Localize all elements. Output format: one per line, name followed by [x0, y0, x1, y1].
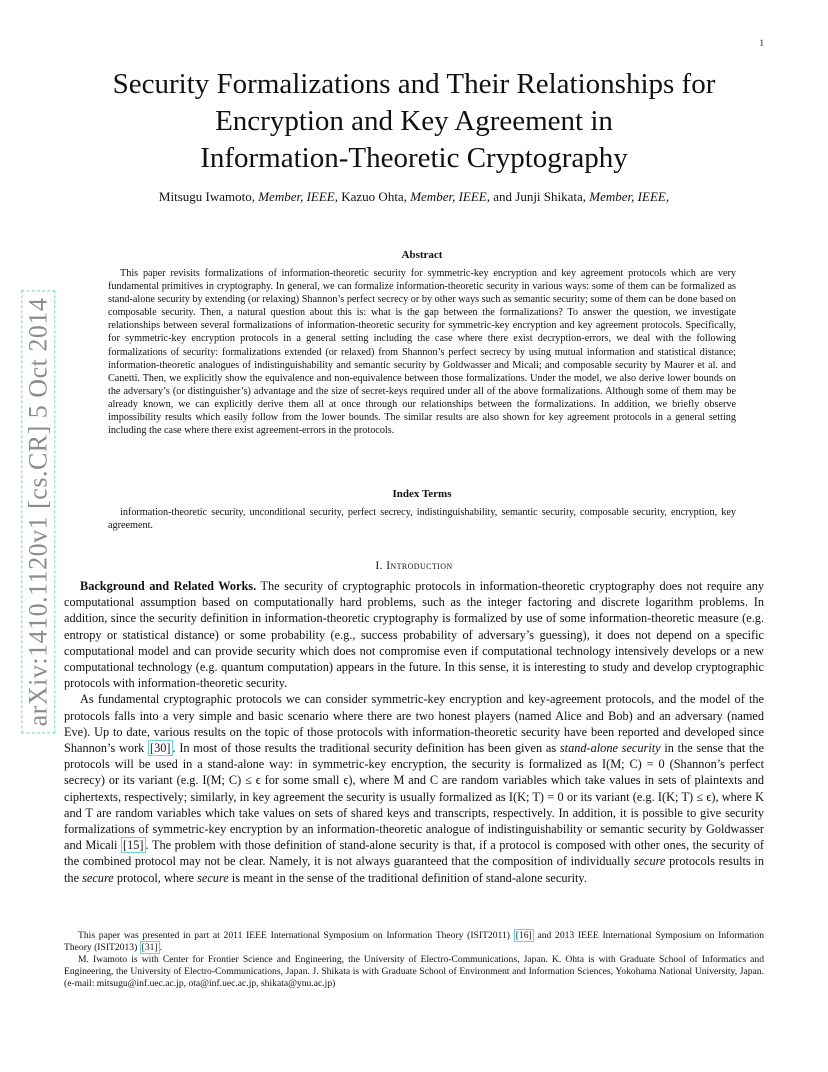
index-terms-text: information-theoretic security, unconditional security, perfect secrecy, indistinguishability, semantic security, composable security, encryption, key agreement.: [108, 507, 736, 532]
author-list: [58, 189, 770, 205]
footnote-text: .: [159, 942, 163, 953]
arxiv-identifier-link[interactable]: arXiv:1410.1120v1 [cs.CR] 5 Oct 2014: [21, 291, 55, 734]
footnote-presentation: [64, 930, 764, 954]
page-number: 1: [759, 38, 764, 48]
author-conjunction: and: [493, 189, 513, 204]
introduction-heading: [64, 560, 764, 572]
paragraph-text: As fundamental cryptographic protocols we can consider symmetric-key encryption and key-agreement protocols, and the model of the protocols falls into a very simple and basic scenario where there are two honest players (named Alice and Bob) and an adversary (named Eve). Up to date, various results on the topic of those protocols with information-theoretic security have been reported and developed since Shannon’s work: [64, 692, 764, 756]
paper-header: [58, 66, 770, 205]
author-membership: Member, IEEE,: [589, 189, 670, 204]
footnote-text: This paper was presented in part at 2011 IEEE International Symposium on Information Theory (ISIT2011): [78, 930, 514, 941]
intro-paragraph-2: [64, 691, 764, 885]
intro-paragraph-1: [64, 578, 764, 691]
title-line: Information-Theoretic Cryptography: [200, 142, 628, 174]
paragraph-text: The security of cryptographic protocols in information-theoretic cryptography does not require any computational assumption based on computationally hard problems, such as the integer factoring and discrete logarithm problems. In addition, since the security definition in information-theoretic cryptography is formalized by use of some information-theoretic measure (e.g. entropy or statistical distance) or some probability (e.g., success probability of adversary’s guessing), it does not depend on a specific computational model and can provide security which does not compromise even if computational technology intensively develops or a new computational technology (e.g. quantum computation) appears in the future. In this sense, it is interesting to study and develop cryptographic protocols with information-theoretic security.: [64, 579, 764, 691]
emphasis-text: secure: [633, 854, 666, 869]
paragraph-text: is meant in the sense of the traditional definition of stand-alone security.: [228, 870, 587, 885]
author-membership: Member, IEEE,: [410, 189, 490, 204]
title-line: Security Formalizations and Their Relationships for: [112, 68, 716, 100]
abstract-heading: Abstract: [401, 249, 443, 261]
paragraph-text: . In most of those results the traditional security definition has been given as: [172, 741, 560, 756]
citation-link[interactable]: [31]: [141, 942, 158, 953]
paper-title: [58, 66, 770, 177]
section-numeral: I.: [375, 560, 383, 572]
citation-link[interactable]: [16]: [515, 930, 532, 941]
arxiv-sidebar-stamp: [8, 262, 68, 762]
author-membership: Member, IEEE,: [258, 189, 338, 204]
abstract-section: [108, 249, 736, 437]
paragraph-text: protocols results in the: [64, 854, 764, 885]
emphasis-text: secure: [82, 870, 114, 885]
citation-link[interactable]: [30]: [150, 741, 171, 756]
index-terms-heading: Index Terms: [392, 488, 452, 500]
emphasis-text: secure: [197, 870, 229, 885]
author-name: Kazuo Ohta,: [341, 189, 407, 204]
title-line: Encryption and Key Agreement in: [215, 105, 613, 137]
paragraph-text: in the sense that the protocols will be used in a stand-alone way: in symmetric-key encryption, the security is formalized as I(M; C) = 0 (Shannon’s perfect secrecy) or its variant (e.g. I(M; C) ≤ ϵ for some small ϵ), where M and C are random variables which take values in sets of plaintexts and ciphertexts, respectively; similarly, in key agreement the security is usually formalized as I(K; T) = 0 or its variant (e.g. I(K; T) ≤ ϵ), where K and T are random variables which take values on sets of shared keys and transcripts, respectively. In addition, it is possible to give security formalizations of symmetric-key encryption by an information-theoretic analogue of indistinguishability or semantic security by Goldwasser and Micali: [64, 741, 764, 853]
footnote-text: and 2013 IEEE International Symposium on Information Theory (ISIT2013): [64, 930, 764, 953]
author-name: Junji Shikata,: [515, 189, 587, 204]
introduction-body: [64, 578, 764, 886]
footnote-affiliations: M. Iwamoto is with Center for Frontier Science and Engineering, the University of Electro-Communications, Japan. K. Ohta is with Graduate School of Informatics and Engineering, the University of Electro-Communications, Japan. J. Shikata is with Graduate School of Environment and Information Sciences, Yokohama National University, Japan. (e-mail: mitsugu@inf.uec.ac.jp, ota@inf.uec.ac.jp, shikata@ynu.ac.jp): [64, 954, 764, 989]
emphasis-text: stand-alone security: [559, 741, 661, 756]
footnotes: [64, 930, 764, 990]
citation-link[interactable]: [15]: [123, 838, 144, 853]
author-name: Mitsugu Iwamoto,: [158, 189, 255, 204]
abstract-text: This paper revisits formalizations of information-theoretic security for symmetric-key encryption and key agreement protocols which are very fundamental primitives in cryptography. In general, we can formalize information-theoretic security in various ways: some of them can be formalized as stand-alone security by extending (or relaxing) Shannon’s perfect secrecy or by other ways such as semantic security; some of them can be done based on composable security. Then, a natural question about this is: what is the gap between the formalizations? To answer the question, we investigate relationships between several formalizations of information-theoretic security for symmetric-key encryption and key agreement protocols. Specifically, for symmetric-key encryption protocols in a general setting including the case where there exist decryption-errors, we deal with the following formalizations of security: formalizations extended (or relaxed) from Shannon’s perfect secrecy by using mutual information and statistical distance; information-theoretic analogues of indistinguishability and semantic security by Goldwasser and Micali; and composable security by Maurer et al. and Canetti. Then, we explicitly show the equivalence and non-equivalence between those formalizations. Under the model, we also derive lower bounds on the adversary’s (or distinguisher’s) advantage and the size of secret-keys required under all of the above formalizations. Although some of them may be already known, we can explicitly derive them all at once through our relationships between the formalizations. In addition, we briefly observe impossibility results which easily follow from the lower bounds. The similar results are also shown for key agreement protocols in a general setting including the case where there exist agreement-errors in the protocols.: [108, 268, 736, 437]
paragraph-text: . The problem with those definition of stand-alone security is that, if a protocol is composed with other ones, the security of the combined protocol may not be clear. Namely, it is not always guaranteed that the composition of individually: [64, 838, 764, 869]
paragraph-lead: Background and Related Works.: [80, 579, 257, 593]
section-title: Introduction: [386, 560, 453, 572]
index-terms-section: [108, 488, 736, 532]
paragraph-text: protocol, where: [113, 870, 198, 885]
